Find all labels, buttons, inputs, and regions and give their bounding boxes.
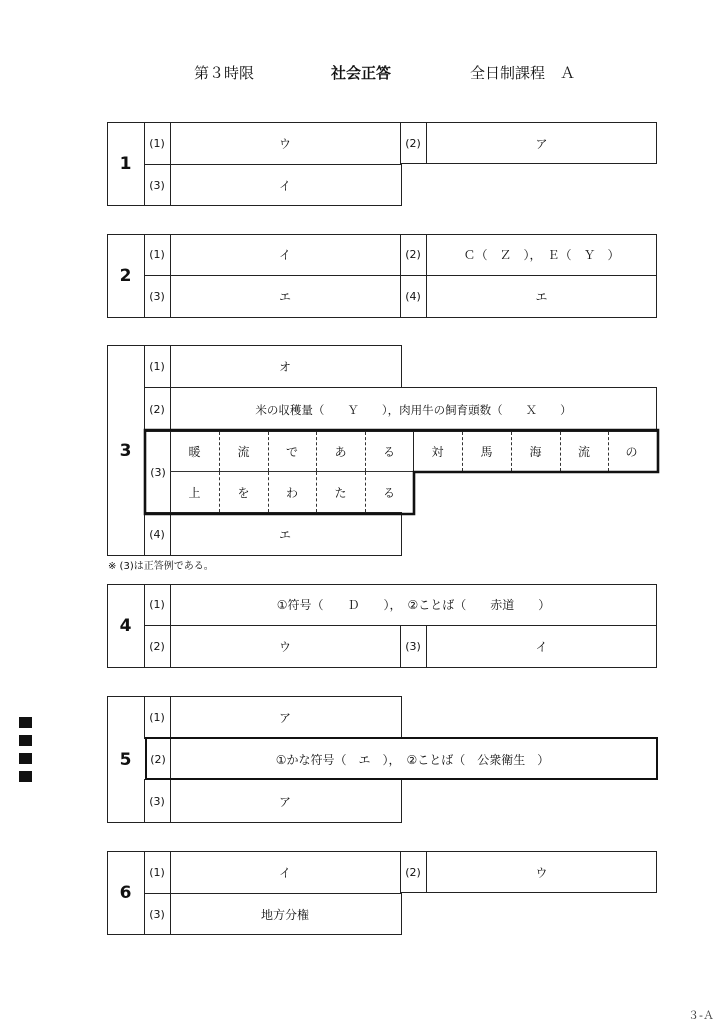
q3-p4-label: (4) <box>149 528 165 541</box>
document-title: 社会正答 <box>331 64 392 82</box>
q4-p2-label: (2) <box>149 640 165 653</box>
q3-p3-char: 暖 <box>188 445 201 459</box>
q3-p2-label: (2) <box>149 403 165 416</box>
q2-p4-label: (4) <box>405 290 421 303</box>
q4-p2-answer: ウ <box>278 640 291 654</box>
q4-p3-label: (3) <box>405 640 421 653</box>
q2-number: 2 <box>119 266 132 286</box>
q5-p3-answer: ア <box>278 795 291 809</box>
q3-p3-char: 馬 <box>480 445 493 459</box>
q6-number: 6 <box>119 883 132 903</box>
q3-p3-char: 上 <box>188 485 201 500</box>
q3-p3-char: 対 <box>431 445 444 459</box>
q3-p3-char: 流 <box>237 445 250 459</box>
q2-p1-label: (1) <box>149 248 165 261</box>
q3-p4-answer: エ <box>278 528 291 542</box>
q1-p1-answer: ウ <box>278 136 291 151</box>
q3-p3-char: の <box>625 445 638 459</box>
q3-p3-char: 海 <box>529 445 542 459</box>
q3-p1-answer: オ <box>278 360 291 374</box>
q5-p1-label: (1) <box>149 710 165 724</box>
q2-p2-label: (2) <box>405 248 421 261</box>
q4-p3-answer: イ <box>535 640 548 654</box>
q6-p2-answer: ウ <box>535 865 548 880</box>
q4-number: 4 <box>119 616 132 636</box>
q3-p3-label: (3) <box>150 465 166 479</box>
q2-p1-answer: イ <box>278 248 291 262</box>
q3-number: 3 <box>119 440 132 461</box>
q1-p2-label: (2) <box>405 136 421 150</box>
q3-p3-char: 流 <box>577 445 590 459</box>
q1-p3-answer: イ <box>278 178 291 193</box>
registration-mark <box>19 717 32 728</box>
q6-p1-label: (1) <box>149 865 165 879</box>
q5-p2-label: (2) <box>150 752 166 766</box>
q3-note: ※ (3)は正答例である。 <box>108 561 214 572</box>
q3-p3-char: た <box>334 485 347 500</box>
q6-p3-label: (3) <box>149 907 165 921</box>
q6-p3-answer: 地方分権 <box>260 907 309 922</box>
period-label: 第３時限 <box>194 64 255 82</box>
q3-p2-answer: 米の収穫量（ Ｙ ），肉用牛の飼育頭数（ Ｘ ） <box>255 402 572 417</box>
q3-p1-label: (1) <box>149 360 165 373</box>
q1-p2-answer: ア <box>535 136 548 151</box>
q1-p1-label: (1) <box>149 136 165 150</box>
q1-p3-label: (3) <box>149 178 165 192</box>
q3-p3-char: る <box>382 445 395 459</box>
q2-p3-answer: エ <box>278 290 291 304</box>
q3-p3-char: を <box>237 485 250 500</box>
q6-p1-answer: イ <box>278 865 291 880</box>
q2-p2-answer: Ｃ（ Ｚ ）， Ｅ（ Ｙ ） <box>463 248 620 262</box>
q4-p1-answer: ①符号（ Ｄ ）， ②ことば（ 赤道 ） <box>276 598 551 612</box>
q1-number: 1 <box>119 154 132 174</box>
q5-p1-answer: ア <box>278 710 291 725</box>
q5-p3-label: (3) <box>149 795 165 808</box>
course-label: 全日制課程 Ａ <box>470 64 576 82</box>
q2-p3-label: (3) <box>149 290 165 303</box>
registration-mark <box>19 771 32 782</box>
q6-p2-label: (2) <box>405 865 421 879</box>
q2-p4-answer: エ <box>535 290 548 304</box>
q5-p2-answer: ①かな符号（ エ ）， ②ことば（ 公衆衛生 ） <box>275 752 550 767</box>
q4-p1-label: (1) <box>149 598 165 611</box>
registration-mark <box>19 753 32 764</box>
q5-number: 5 <box>119 749 132 770</box>
q3-p3-char: る <box>382 485 395 500</box>
q3-p3-char: わ <box>285 485 298 500</box>
q3-p3-char: あ <box>334 445 347 459</box>
page-code: ３-Ａ <box>688 1009 714 1022</box>
registration-mark <box>19 735 32 746</box>
q3-p3-char: で <box>285 445 298 459</box>
